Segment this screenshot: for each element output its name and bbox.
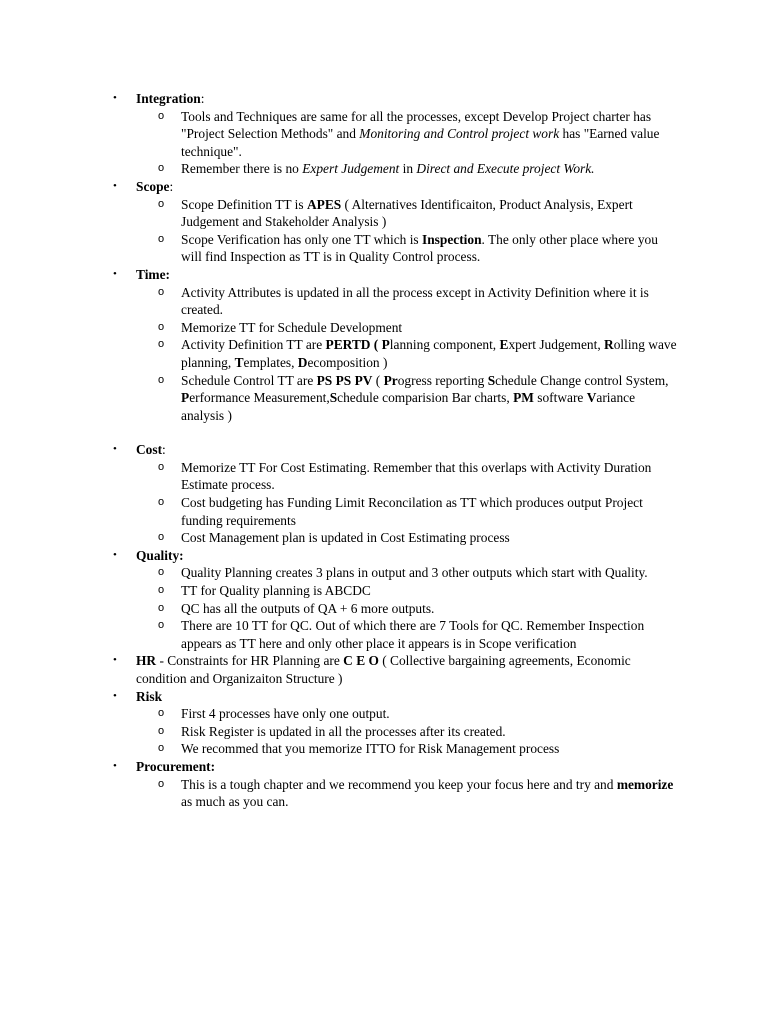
bold-text: HR — [136, 653, 157, 669]
list-item — [136, 494, 678, 529]
text-run: QC has all the outputs of QA + 6 more outputs. — [181, 600, 435, 616]
list-item — [136, 600, 678, 618]
text-run: has "Earned value technique". — [181, 126, 660, 159]
text-run: We recommed that you memorize ITTO for Risk Management process — [181, 741, 560, 757]
circle-bullet-icon: o — [158, 619, 165, 632]
bullet-icon: • — [113, 179, 117, 192]
text-run: Tools and Techniques are same for all the processes, except Develop Project charter has "Project Selection Methods" and — [181, 108, 652, 142]
topic-section — [0, 266, 768, 424]
text-run: Schedule Control TT are — [181, 372, 317, 388]
list-item — [136, 740, 678, 758]
text-run: chedule Change control System, — [495, 372, 669, 388]
text-run: Risk Register is updated in all the processes after its created. — [181, 723, 506, 739]
text-run: Cost budgeting has Funding Limit Reconcilation as TT which produces output Project funding requirements — [181, 495, 643, 528]
topic-heading — [136, 548, 184, 563]
text-run: ogress reporting — [397, 372, 488, 388]
sub-list — [136, 564, 678, 652]
bold-text: Risk — [136, 688, 163, 704]
text-run: xpert Judgement, — [508, 337, 605, 353]
topic-heading — [136, 442, 166, 457]
text-run: Activity Definition TT are — [181, 337, 326, 353]
list-item-text — [181, 618, 644, 651]
sub-list — [136, 459, 678, 547]
list-item-text — [181, 565, 648, 580]
list-item — [136, 617, 678, 652]
bullet-icon: • — [113, 548, 117, 561]
circle-bullet-icon: o — [158, 584, 165, 597]
bold-text: PS PS PV — [316, 372, 373, 388]
list-item — [136, 372, 678, 425]
topic-heading — [136, 91, 204, 106]
text-run: . The only other place where you will find Inspection as TT is in Quality Control process. — [181, 231, 658, 265]
section-spacer — [0, 424, 768, 441]
text-run: software — [533, 390, 587, 406]
list-item-text — [181, 161, 595, 176]
list-item-text — [181, 741, 559, 756]
bold-text: memorize — [616, 776, 674, 792]
circle-bullet-icon: o — [158, 496, 165, 509]
list-item — [136, 160, 678, 178]
topic-section — [0, 441, 768, 547]
bullet-icon: • — [113, 689, 117, 702]
circle-bullet-icon: o — [158, 338, 165, 351]
sub-list — [136, 705, 678, 758]
sub-list — [136, 776, 678, 811]
text-run: erformance Measurement, — [189, 390, 330, 406]
list-item-text — [181, 495, 643, 528]
text-run: emplates, — [243, 354, 298, 370]
bold-text: V — [586, 390, 597, 406]
list-item — [136, 196, 678, 231]
text-run: There are 10 TT for QC. Out of which there are 7 Tools for QC. Remember Inspection appears as TT here and only other place it appears is in Scope verification — [181, 618, 645, 651]
circle-bullet-icon: o — [158, 197, 165, 210]
text-run: Memorize TT for Schedule Development — [181, 319, 403, 335]
text-run: Cost Management plan is updated in Cost Estimating process — [181, 530, 510, 546]
circle-bullet-icon: o — [158, 460, 165, 473]
bold-text: T — [234, 354, 244, 370]
text-run: Memorize TT For Cost Estimating. Remember that this overlaps with Activity Duration Estimate process. — [181, 459, 652, 493]
circle-bullet-icon: o — [158, 601, 165, 614]
italic-text: Expert Judgement — [302, 161, 400, 177]
topic-section — [0, 178, 768, 266]
circle-bullet-icon: o — [158, 320, 165, 333]
text-run: ( Alternatives Identificaiton, Product Analysis, Expert Judgement and Stakeholder Analysis ) — [181, 196, 633, 230]
list-item — [136, 564, 678, 582]
text-run: First 4 processes have only one output. — [181, 706, 390, 722]
list-item — [136, 231, 678, 266]
list-item — [136, 776, 678, 811]
text-run: olling wave planning, — [181, 337, 677, 370]
text-run: Remember there is no — [181, 161, 303, 177]
text-run: Scope Verification has only one TT which is — [181, 231, 422, 247]
bold-text: Scope — [136, 178, 170, 194]
text-run: Scope Definition TT is — [181, 196, 307, 212]
bullet-icon: • — [113, 443, 117, 456]
list-item-text — [181, 232, 658, 265]
text-run: TT for Quality planning is ABCDC — [181, 583, 371, 599]
bullet-icon: • — [113, 654, 117, 667]
bold-text: Quality: — [136, 547, 184, 563]
bold-text: Cost — [136, 442, 163, 458]
list-item — [136, 459, 678, 494]
text-run: ( — [372, 372, 384, 388]
list-item — [136, 705, 678, 723]
italic-text: Direct and Execute project Work. — [416, 161, 595, 177]
circle-bullet-icon: o — [158, 232, 165, 245]
circle-bullet-icon: o — [158, 373, 165, 386]
text-run: ecomposition ) — [307, 354, 388, 370]
bold-text: S — [329, 390, 338, 406]
text-run: - Constraints for HR Planning are — [156, 653, 344, 669]
bold-text: R — [604, 337, 614, 353]
list-item-text — [181, 285, 649, 318]
topic-heading — [136, 267, 170, 282]
circle-bullet-icon: o — [158, 777, 165, 790]
text-run: ariance analysis ) — [181, 390, 636, 423]
list-item-text — [181, 460, 651, 493]
text-run: as much as you can. — [181, 794, 289, 810]
text-run: Quality Planning creates 3 plans in output and 3 other outputs which start with Quality. — [181, 565, 648, 581]
list-item — [136, 582, 678, 600]
bold-text: PM — [513, 390, 534, 406]
italic-text: Monitoring and Control project work — [359, 126, 560, 142]
list-item-text — [181, 530, 510, 545]
list-item-text — [181, 320, 402, 335]
topic-section — [0, 652, 768, 687]
bold-text: APES — [306, 196, 342, 212]
list-item — [136, 284, 678, 319]
list-item-text — [181, 583, 371, 598]
topic-list — [0, 90, 768, 811]
circle-bullet-icon: o — [158, 566, 165, 579]
list-item — [136, 336, 678, 371]
topic-heading — [136, 653, 631, 686]
topic-section — [0, 90, 768, 178]
circle-bullet-icon: o — [158, 724, 165, 737]
bold-text: Procurement: — [136, 758, 216, 774]
circle-bullet-icon: o — [158, 531, 165, 544]
bold-text: Inspection — [422, 231, 482, 247]
text-run: : — [200, 91, 205, 106]
list-item-text — [181, 724, 506, 739]
bold-text: Time: — [136, 266, 170, 282]
list-item-text — [181, 777, 673, 810]
bold-text: Pr — [383, 372, 398, 388]
text-run: ( Collective bargaining agreements, Economic condition and Organizaiton Structure ) — [136, 653, 631, 686]
text-run: : — [169, 178, 174, 194]
list-item — [136, 529, 678, 547]
circle-bullet-icon: o — [158, 742, 165, 755]
bold-text: Integration — [136, 91, 201, 106]
document-page — [0, 90, 768, 811]
sub-list — [136, 196, 678, 266]
list-item-text — [181, 197, 633, 230]
bullet-icon: • — [113, 759, 117, 772]
list-item-text — [181, 109, 659, 159]
circle-bullet-icon: o — [158, 109, 165, 122]
text-run: This is a tough chapter and we recommend you keep your focus here and try and — [181, 776, 617, 792]
bold-text: S — [487, 372, 496, 388]
list-item — [136, 723, 678, 741]
text-run: chedule comparision Bar charts, — [337, 390, 514, 406]
circle-bullet-icon: o — [158, 162, 165, 175]
sub-list — [136, 108, 678, 178]
list-item — [136, 319, 678, 337]
text-run: lanning component, — [389, 337, 500, 353]
bold-text: P — [181, 390, 190, 406]
sub-list — [136, 284, 678, 425]
list-item-text — [181, 373, 668, 423]
list-item — [136, 108, 678, 161]
bold-text: PERTD ( P — [325, 337, 390, 353]
bullet-icon: • — [113, 92, 117, 104]
topic-section — [0, 688, 768, 758]
topic-section — [0, 547, 768, 653]
list-item-text — [181, 706, 390, 721]
circle-bullet-icon: o — [158, 285, 165, 298]
list-item-text — [181, 601, 434, 616]
text-run: : — [162, 442, 166, 458]
text-run: Activity Attributes is updated in all the process except in Activity Definition where it is created. — [181, 284, 649, 318]
circle-bullet-icon: o — [158, 707, 165, 720]
text-run: in — [399, 161, 417, 177]
bullet-icon: • — [113, 267, 117, 280]
topic-heading — [136, 759, 215, 774]
bold-text: C E O — [343, 653, 379, 669]
topic-heading — [136, 689, 162, 704]
list-item-text — [181, 337, 677, 370]
topic-section — [0, 758, 768, 811]
bold-text: D — [297, 354, 308, 370]
topic-heading — [136, 179, 173, 194]
bold-text: E — [499, 337, 509, 353]
